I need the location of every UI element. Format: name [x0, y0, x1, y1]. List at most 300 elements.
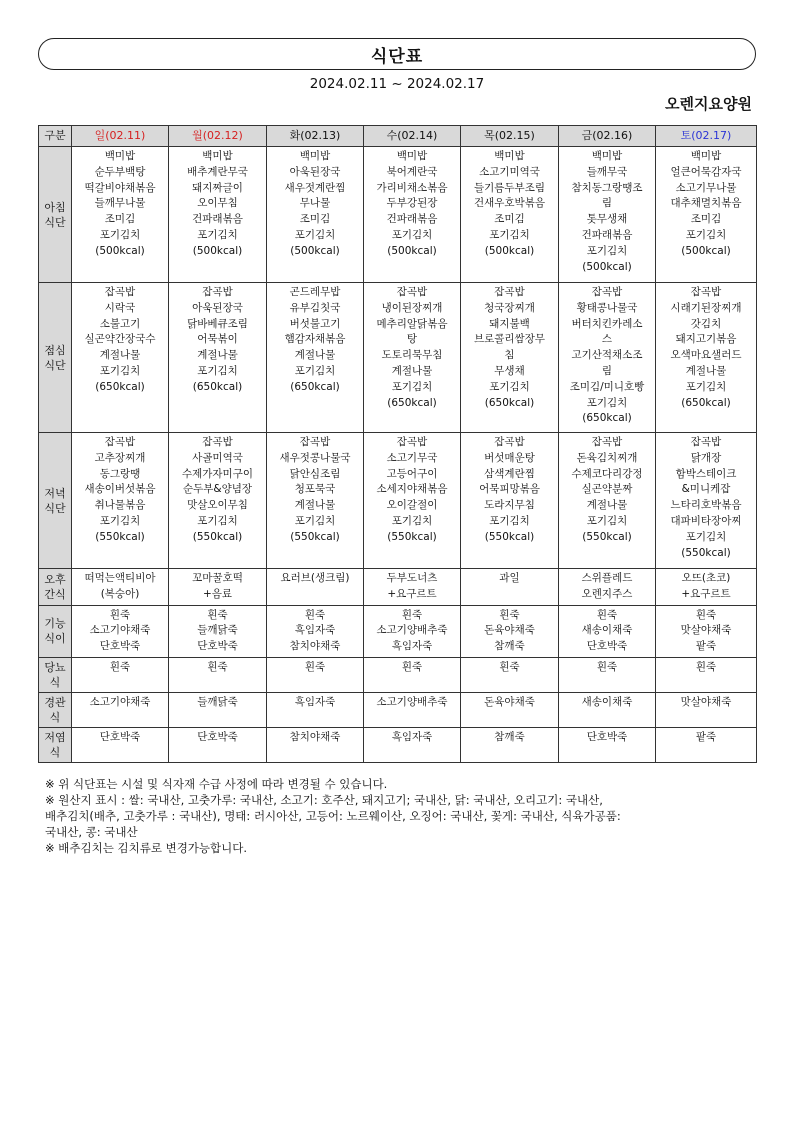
menu-item: 시래기된장찌개	[670, 301, 742, 314]
menu-item: (500kcal)	[681, 244, 731, 257]
menu-item: 흰죽	[596, 608, 618, 621]
menu-cell	[267, 657, 364, 692]
menu-item: 떡갈비야채볶음	[84, 181, 156, 194]
menu-cell	[656, 727, 757, 762]
menu-cell	[169, 569, 267, 606]
meal-row	[39, 727, 757, 762]
menu-item: 단호박죽	[586, 640, 628, 653]
menu-item: 돈육김치찌개	[576, 451, 638, 464]
meal-label	[39, 147, 72, 283]
menu-item: 단호박죽	[99, 730, 141, 743]
menu-item: (550kcal)	[192, 530, 243, 543]
note-line: ※ 원산지 표시 : 쌀: 국내산, 고춧가루: 국내산, 소고기: 호주산, 돼지고기; 국내산, 닭: 국내산, 오리고기: 국내산,	[45, 793, 603, 807]
meal-label-line: 기능	[44, 617, 66, 631]
menu-item: 포기김치	[294, 514, 336, 527]
menu-cell	[72, 283, 169, 433]
menu-cell	[72, 605, 169, 657]
menu-item: 들깨닭죽	[197, 624, 238, 637]
menu-item: 오이갈절이	[386, 499, 438, 512]
menu-item: 꼬마꿀호떡	[192, 572, 243, 584]
menu-item: 시락국	[104, 301, 136, 314]
meal-row	[39, 605, 757, 657]
menu-cell	[267, 433, 364, 569]
menu-item: 새우젓콩나물국	[279, 451, 351, 464]
menu-item: (500kcal)	[582, 260, 632, 273]
menu-item: (650kcal)	[95, 380, 145, 393]
menu-item: 포기김치	[197, 228, 238, 241]
menu-cell	[169, 605, 267, 657]
menu-cell	[169, 727, 267, 762]
day-header: 월(02.12)	[169, 126, 267, 147]
menu-item: 백미밥	[202, 150, 233, 162]
menu-item: 맛살야채죽	[680, 624, 732, 637]
menu-item: 백미밥	[494, 150, 525, 162]
menu-item: (500kcal)	[95, 244, 145, 257]
menu-item: +요구르트	[681, 587, 731, 600]
meal-label-line: 경관	[44, 695, 66, 709]
menu-cell	[461, 569, 559, 606]
menu-item: 유부김칫국	[289, 301, 341, 314]
menu-item: 대파비타장아찌	[670, 514, 742, 527]
menu-cell	[267, 283, 364, 433]
menu-body	[39, 147, 757, 763]
menu-item: 백미밥	[690, 150, 722, 162]
menu-item: 포기김치	[586, 396, 628, 409]
menu-item: 소고기야채죽	[89, 695, 151, 708]
meal-label	[39, 283, 72, 433]
menu-cell	[559, 433, 656, 569]
meal-label	[39, 692, 72, 727]
menu-item: 잡곡밥	[202, 436, 233, 448]
menu-item: 흑임자죽	[294, 624, 336, 637]
day-header: 화(02.13)	[267, 126, 364, 147]
menu-item: 도토리묵무침	[381, 349, 443, 362]
menu-item: 돈육야채죽	[484, 624, 535, 637]
menu-item: 포기김치	[197, 514, 238, 527]
menu-item: 고기산적채소조	[571, 349, 643, 362]
day-header: 토(02.17)	[656, 126, 757, 147]
menu-item: (550kcal)	[290, 530, 340, 543]
menu-item: 두부도너츠	[386, 572, 438, 584]
menu-cell	[364, 657, 461, 692]
menu-item: 느타리호박볶음	[670, 499, 742, 512]
date-range: 2024.02.11 ~ 2024.02.17	[309, 76, 485, 92]
menu-cell	[72, 727, 169, 762]
meal-label-line: 식	[49, 710, 61, 724]
menu-item: 잡곡밥	[591, 436, 623, 448]
menu-item: 오렌지주스	[581, 587, 633, 600]
menu-item: 순두부백탕	[94, 165, 146, 178]
menu-item: 포기김치	[586, 514, 628, 527]
menu-item: 돼지불백	[489, 317, 530, 330]
menu-cell	[169, 283, 267, 433]
menu-item: 돼지고기볶음	[675, 333, 737, 346]
menu-item: 백미밥	[104, 150, 136, 162]
menu-item: 잡곡밥	[690, 286, 722, 298]
note-line: 배추김치(배추, 고춧가루 : 국내산), 명태: 러시아산, 고등어: 노르웨이산, 오징어: 국내산, 꽃게: 국내산, 식육가공품:	[45, 809, 621, 823]
menu-cell	[364, 692, 461, 727]
menu-item: 포기김치	[685, 228, 727, 241]
menu-item: 과일	[499, 572, 520, 584]
menu-cell	[364, 147, 461, 283]
menu-item: 곤드레무밥	[289, 286, 341, 298]
menu-item: 햄감자채볶음	[284, 333, 346, 346]
menu-item: 잡곡밥	[591, 286, 623, 298]
menu-item: 잡곡밥	[396, 286, 428, 298]
menu-cell	[267, 692, 364, 727]
note-line: 국내산, 콩: 국내산	[45, 825, 138, 839]
menu-item: 포기김치	[685, 530, 727, 543]
menu-item: 들깨닭죽	[197, 695, 238, 708]
menu-cell	[169, 433, 267, 569]
menu-item: 참치동그랑땡조	[571, 181, 643, 194]
menu-item: 소고기야채죽	[89, 624, 151, 637]
menu-item: 갓김치	[690, 317, 722, 330]
menu-item: 포기김치	[391, 514, 433, 527]
menu-item: 황태콩나물국	[576, 301, 638, 314]
menu-item: 흰죽	[695, 608, 717, 621]
menu-cell	[559, 283, 656, 433]
menu-cell	[559, 657, 656, 692]
menu-item: (650kcal)	[582, 412, 632, 425]
menu-cell	[559, 147, 656, 283]
menu-cell	[72, 147, 169, 283]
menu-item: 고추장찌개	[94, 451, 146, 464]
menu-cell	[72, 657, 169, 692]
menu-item: 돼지짜글이	[192, 181, 243, 194]
menu-item: 건새우호박볶음	[473, 197, 545, 210]
menu-cell	[461, 692, 559, 727]
menu-item: 소고기무나물	[675, 181, 737, 194]
menu-item: 소세지야채볶음	[376, 483, 448, 496]
menu-item: 소불고기	[99, 317, 141, 330]
menu-item: 조미김	[690, 213, 722, 226]
menu-cell	[559, 727, 656, 762]
menu-item: 조미김	[104, 213, 136, 226]
menu-cell	[72, 569, 169, 606]
menu-item: 두부강된장	[386, 197, 438, 210]
menu-item: (650kcal)	[387, 396, 437, 409]
menu-cell	[559, 605, 656, 657]
menu-cell	[169, 692, 267, 727]
menu-item: (550kcal)	[95, 530, 145, 543]
menu-item: 무생채	[494, 364, 525, 377]
menu-item: 흰죽	[695, 660, 717, 673]
meal-row	[39, 569, 757, 606]
meal-label-line: 저녁	[44, 486, 66, 500]
menu-item: 잡곡밥	[104, 436, 136, 448]
menu-item: 계절나물	[294, 349, 336, 362]
meal-label-line: 식단	[44, 358, 66, 372]
menu-item: (500kcal)	[484, 244, 535, 257]
meal-label-line: 오후	[44, 572, 66, 586]
menu-item: 포기김치	[99, 228, 141, 241]
menu-item: 단호박죽	[197, 730, 238, 743]
menu-item: 요러브(생크림)	[280, 572, 350, 584]
meal-label-line: 저염	[44, 730, 66, 744]
menu-item: 배추계란무국	[187, 165, 248, 178]
menu-item: 포기김치	[391, 228, 433, 241]
menu-item: 소고기양배추죽	[376, 624, 448, 637]
meal-label-line: 점심	[44, 343, 66, 357]
menu-item: 림	[601, 197, 613, 210]
menu-item: 참치야채죽	[289, 730, 341, 743]
menu-item: 아욱된장국	[192, 301, 243, 314]
menu-item: 계절나물	[99, 349, 141, 362]
note-line: ※ 위 식단표는 시설 및 식자재 수급 사정에 따라 변경될 수 있습니다.	[45, 777, 388, 791]
menu-item: (550kcal)	[681, 546, 731, 559]
menu-item: 잡곡밥	[396, 436, 428, 448]
menu-item: (650kcal)	[681, 396, 731, 409]
menu-item: 아욱된장국	[289, 165, 341, 178]
menu-item: 흰죽	[207, 608, 228, 621]
menu-item: 흰죽	[499, 660, 520, 673]
menu-item: 백미밥	[591, 150, 623, 162]
meal-row	[39, 147, 757, 283]
menu-item: 건파래볶음	[192, 213, 243, 226]
menu-item: 포기김치	[197, 364, 238, 377]
menu-item: (500kcal)	[192, 244, 243, 257]
menu-item: 들깨무국	[586, 165, 628, 178]
menu-cell	[364, 569, 461, 606]
menu-item: 포기김치	[294, 228, 336, 241]
menu-item: (650kcal)	[484, 396, 535, 409]
menu-item: 단호박죽	[197, 640, 238, 653]
menu-item: 흰죽	[109, 660, 131, 673]
menu-item: (650kcal)	[192, 380, 243, 393]
menu-item: 수제코다리강정	[571, 467, 643, 480]
menu-cell	[72, 692, 169, 727]
menu-item: 잡곡밥	[104, 286, 136, 298]
menu-cell	[656, 569, 757, 606]
menu-item: 오뜨(초코)	[681, 572, 731, 584]
meal-row	[39, 283, 757, 433]
meal-label-line: 간식	[44, 587, 66, 601]
menu-item: 수제가자미구이	[181, 467, 253, 480]
menu-item: 브로콜리쌈장무	[473, 333, 545, 346]
menu-cell	[267, 727, 364, 762]
menu-item: 포기김치	[294, 364, 336, 377]
meal-label-line: 식이	[44, 632, 66, 646]
menu-item: 들깨무나물	[94, 197, 146, 210]
menu-cell	[72, 433, 169, 569]
menu-item: (복숭아)	[100, 587, 140, 600]
day-header: 목(02.15)	[461, 126, 559, 147]
meal-label	[39, 433, 72, 569]
menu-item: (650kcal)	[290, 380, 340, 393]
menu-cell	[169, 657, 267, 692]
menu-item: 버섯불고기	[289, 317, 341, 330]
facility-name: 오렌지요양원	[665, 95, 752, 113]
menu-item: 흰죽	[304, 660, 326, 673]
menu-item: 잡곡밥	[690, 436, 722, 448]
menu-item: 포기김치	[489, 228, 530, 241]
menu-item: 흑임자죽	[391, 730, 433, 743]
meal-row	[39, 433, 757, 569]
menu-item: 건파래볶음	[386, 213, 438, 226]
meal-label-line: 아침	[44, 200, 66, 214]
menu-cell	[656, 283, 757, 433]
menu-item: 맛살오이무침	[187, 499, 248, 512]
menu-item: 새우젓계란찜	[284, 181, 346, 194]
menu-item: 함박스테이크	[675, 467, 737, 480]
menu-item: 삼색계란찜	[484, 467, 535, 480]
menu-item: 포기김치	[489, 380, 530, 393]
menu-item: 계절나물	[586, 499, 628, 512]
notes-section	[45, 776, 745, 856]
menu-item: 돈육야채죽	[484, 695, 535, 708]
day-header: 금(02.16)	[559, 126, 656, 147]
menu-item: 닭바베큐조림	[187, 317, 248, 330]
menu-item: 스	[601, 333, 613, 346]
menu-cell	[656, 147, 757, 283]
menu-item: 버터치킨카레소	[571, 317, 643, 330]
menu-item: 흑임자죽	[391, 640, 433, 653]
meal-label	[39, 727, 72, 762]
menu-item: 소고기무국	[386, 451, 438, 464]
menu-item: 메추리알닭볶음	[376, 317, 448, 330]
menu-item: 고등어구이	[386, 467, 438, 480]
menu-item: 조미김	[494, 213, 525, 226]
menu-cell	[169, 147, 267, 283]
menu-item: 흰죽	[207, 660, 228, 673]
menu-item: 흰죽	[304, 608, 326, 621]
menu-cell	[656, 692, 757, 727]
menu-item: 백미밥	[396, 150, 428, 162]
menu-cell	[267, 147, 364, 283]
menu-item: 흰죽	[401, 660, 423, 673]
menu-item: 단호박죽	[586, 730, 628, 743]
menu-item: 도라지무침	[484, 499, 535, 512]
menu-cell	[364, 433, 461, 569]
menu-cell	[461, 433, 559, 569]
meal-label	[39, 569, 72, 606]
menu-cell	[461, 147, 559, 283]
menu-cell	[364, 283, 461, 433]
menu-item: 참치야채죽	[289, 640, 341, 653]
meal-label-line: 식단	[44, 215, 66, 229]
note-line: ※ 배추김치는 김치류로 변경가능합니다.	[45, 841, 247, 855]
menu-item: 계절나물	[391, 364, 433, 377]
menu-item: 참깨죽	[494, 730, 525, 743]
menu-item: 흰죽	[401, 608, 423, 621]
menu-cell	[364, 605, 461, 657]
menu-item: 북어계란국	[386, 165, 438, 178]
menu-cell	[656, 657, 757, 692]
menu-cell	[656, 605, 757, 657]
menu-item: 포기김치	[489, 514, 530, 527]
menu-item: &미니케잡	[681, 483, 731, 496]
menu-item: 조미김	[299, 213, 331, 226]
menu-item: 가리비채소볶음	[376, 181, 448, 194]
menu-cell	[267, 569, 364, 606]
menu-cell	[559, 692, 656, 727]
menu-item: (500kcal)	[290, 244, 340, 257]
menu-item: 떠먹는액티비아	[84, 572, 156, 584]
menu-item: 흰죽	[109, 608, 131, 621]
menu-item: 흑임자죽	[294, 695, 336, 708]
menu-item: 어묵피망볶음	[479, 483, 540, 496]
menu-item: 닭안심조림	[289, 467, 341, 480]
day-header: 일(02.11)	[72, 126, 169, 147]
menu-item: (550kcal)	[484, 530, 535, 543]
menu-item: 들기름두부조림	[473, 181, 545, 194]
meal-row	[39, 657, 757, 692]
menu-item: 탕	[406, 333, 418, 346]
menu-table	[38, 125, 757, 763]
menu-item: 백미밥	[299, 150, 331, 162]
menu-item: 스위플레드	[581, 572, 633, 584]
menu-item: 청포묵국	[294, 483, 336, 496]
menu-item: 순두부&양념장	[182, 483, 253, 496]
menu-item: 오이무침	[197, 197, 238, 210]
menu-cell	[461, 727, 559, 762]
menu-item: 포기김치	[99, 514, 141, 527]
menu-cell	[656, 433, 757, 569]
menu-item: 무나물	[299, 197, 331, 210]
menu-item: 흰죽	[596, 660, 618, 673]
menu-item: 닭개장	[690, 451, 722, 464]
menu-item: +음료	[202, 587, 233, 600]
meal-label-line: 식단	[44, 501, 66, 515]
menu-cell	[364, 727, 461, 762]
menu-item: 계절나물	[294, 499, 336, 512]
menu-item: 얼큰어묵감자국	[670, 165, 742, 178]
corner-label: 구분	[39, 126, 72, 147]
menu-cell	[461, 605, 559, 657]
menu-item: 팥죽	[695, 730, 717, 743]
menu-item: 동그랑땡	[99, 467, 141, 480]
menu-item: +요구르트	[387, 587, 437, 600]
menu-cell	[267, 605, 364, 657]
menu-item: 잡곡밥	[202, 286, 233, 298]
menu-item: 림	[601, 364, 613, 377]
menu-item: 냉이된장찌개	[381, 301, 443, 314]
meal-label	[39, 605, 72, 657]
meal-label-line: 식	[49, 745, 61, 759]
menu-item: 포기김치	[391, 380, 433, 393]
menu-item: 대추채멸치볶음	[670, 197, 742, 210]
menu-item: (550kcal)	[387, 530, 437, 543]
menu-item: 잡곡밥	[494, 286, 525, 298]
menu-item: 새송이채죽	[581, 695, 633, 708]
menu-item: (500kcal)	[387, 244, 437, 257]
menu-item: 잡곡밥	[494, 436, 525, 448]
menu-item: 조미김/미니호빵	[569, 380, 645, 393]
menu-item: 버섯매운탕	[484, 451, 535, 464]
menu-item: 침	[504, 349, 515, 362]
meal-label-line: 당뇨	[44, 660, 66, 674]
menu-cell	[461, 283, 559, 433]
menu-item: 취나물볶음	[94, 499, 146, 512]
menu-item: 팥죽	[695, 640, 717, 653]
menu-item: 소고기양배추죽	[376, 695, 448, 708]
menu-item: 계절나물	[197, 349, 238, 362]
menu-item: 어묵볶이	[197, 333, 238, 346]
menu-item: 실곤약간장국수	[84, 333, 156, 346]
menu-item: 단호박죽	[99, 640, 141, 653]
menu-item: 새송이채죽	[581, 624, 633, 637]
menu-item: 포기김치	[99, 364, 141, 377]
menu-item: 톳무생채	[586, 213, 628, 226]
page-title-text: 식단표	[370, 46, 424, 67]
menu-item: 건파래볶음	[581, 228, 633, 241]
page-title	[38, 38, 756, 70]
menu-item: 사골미역국	[192, 451, 243, 464]
day-header: 수(02.14)	[364, 126, 461, 147]
menu-item: 소고기미역국	[479, 165, 540, 178]
menu-item: 청국장찌개	[484, 301, 535, 314]
